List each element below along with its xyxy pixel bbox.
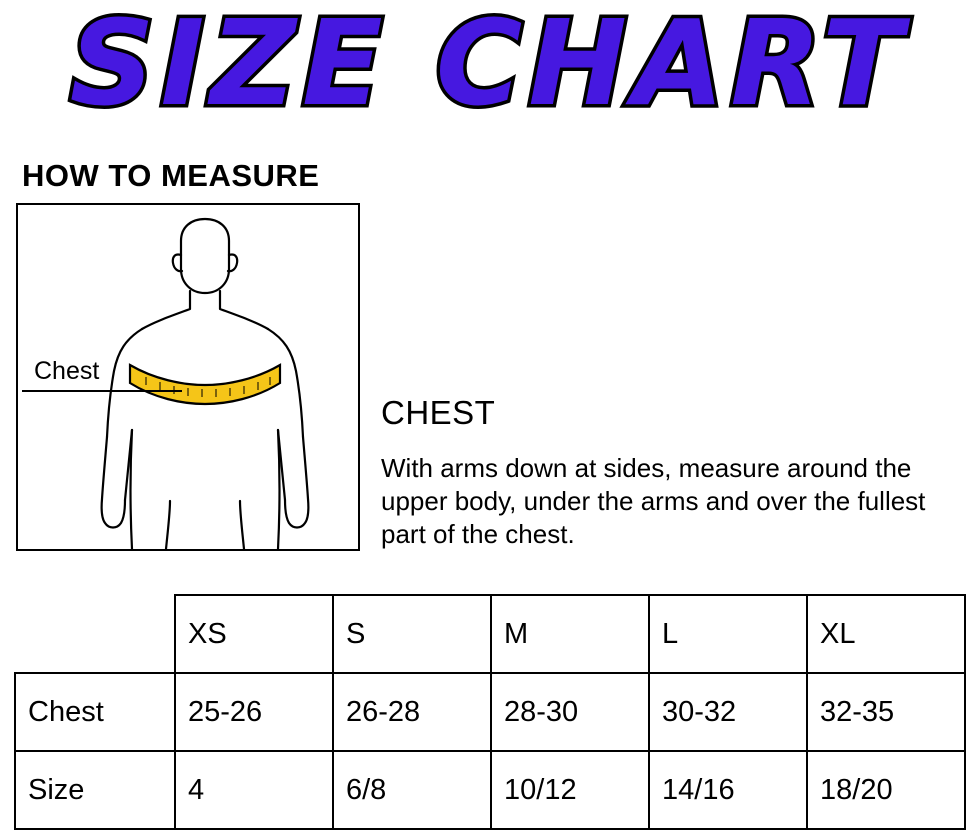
table-row-label: Chest (15, 673, 175, 751)
table-corner-cell (15, 595, 175, 673)
table-cell: 25-26 (175, 673, 333, 751)
chest-leader-line (22, 390, 182, 392)
table-header-m: M (491, 595, 649, 673)
table-header-row (15, 595, 965, 673)
table-header-xl: XL (807, 595, 965, 673)
chest-description-body: With arms down at sides, measure around the upper body, under the arms and over the fullest part of the chest. (381, 453, 926, 550)
table-header-xs: XS (175, 595, 333, 673)
chest-figure-label: Chest (34, 357, 100, 385)
table-cell: 32-35 (807, 673, 965, 751)
table-cell: 14/16 (649, 751, 807, 829)
table-cell: 18/20 (807, 751, 965, 829)
size-table (14, 594, 966, 830)
table-cell: 28-30 (491, 673, 649, 751)
table-header-l: L (649, 595, 807, 673)
page-title: SIZE CHART (69, 0, 909, 132)
table-cell: 10/12 (491, 751, 649, 829)
table-row (15, 751, 965, 829)
table-cell: 26-28 (333, 673, 491, 751)
how-to-measure-heading: HOW TO MEASURE (22, 158, 320, 193)
table-row (15, 673, 965, 751)
chest-description-heading: CHEST (381, 394, 496, 431)
table-row-label: Size (15, 751, 175, 829)
table-header-s: S (333, 595, 491, 673)
table-cell: 4 (175, 751, 333, 829)
tape-measure-icon (130, 365, 280, 404)
table-cell: 6/8 (333, 751, 491, 829)
table-cell: 30-32 (649, 673, 807, 751)
